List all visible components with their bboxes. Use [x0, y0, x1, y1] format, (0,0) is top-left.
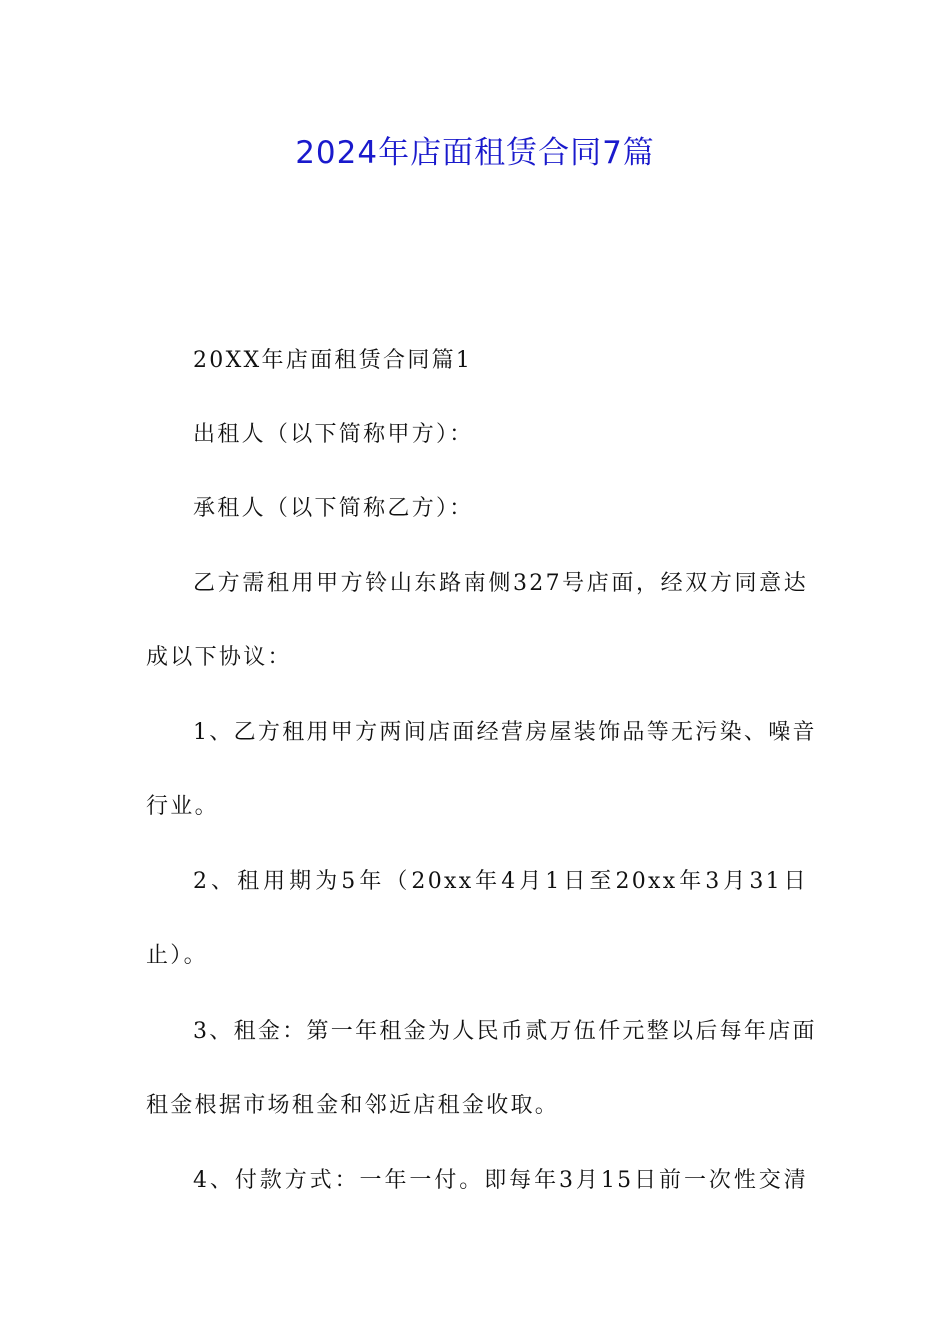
paragraph-line: 行业。 [146, 794, 219, 819]
paragraph-clause-3 [146, 995, 817, 1143]
paragraph-line: 20XX年店面租赁合同篇1 [193, 348, 473, 373]
paragraph-line: 4、付款方式：一年一付。即每年3月15日前一次性交清 [193, 1168, 808, 1193]
document-title: 2024年店面租赁合同7篇 [295, 135, 655, 171]
paragraph-line: 出租人（以下简称甲方）： [193, 422, 474, 447]
paragraph-clause-2 [146, 845, 808, 993]
paragraph-line: 承租人（以下简称乙方）： [193, 496, 474, 521]
paragraph-line: 1、乙方租用甲方两间店面经营房屋装饰品等无污染、噪音 [193, 720, 817, 745]
paragraph-line: 成以下协议： [146, 645, 292, 670]
paragraph-line: 止）。 [146, 943, 208, 968]
paragraph-lessee [146, 472, 808, 546]
paragraph-clause-1 [146, 696, 817, 844]
paragraph-clause-4 [146, 1144, 808, 1218]
paragraph-heading-1 [146, 324, 808, 398]
paragraph-line: 2、租用期为5年（20xx年4月1日至20xx年3月31日 [193, 869, 808, 894]
paragraph-line: 租金根据市场租金和邻近店租金收取。 [146, 1093, 560, 1118]
paragraph-line: 乙方需租用甲方铃山东路南侧327号店面，经双方同意达 [193, 571, 808, 596]
paragraph-lessor [146, 398, 808, 472]
paragraph-agreement-intro [146, 547, 808, 695]
paragraph-line: 3、租金：第一年租金为人民币贰万伍仟元整以后每年店面 [193, 1019, 817, 1044]
